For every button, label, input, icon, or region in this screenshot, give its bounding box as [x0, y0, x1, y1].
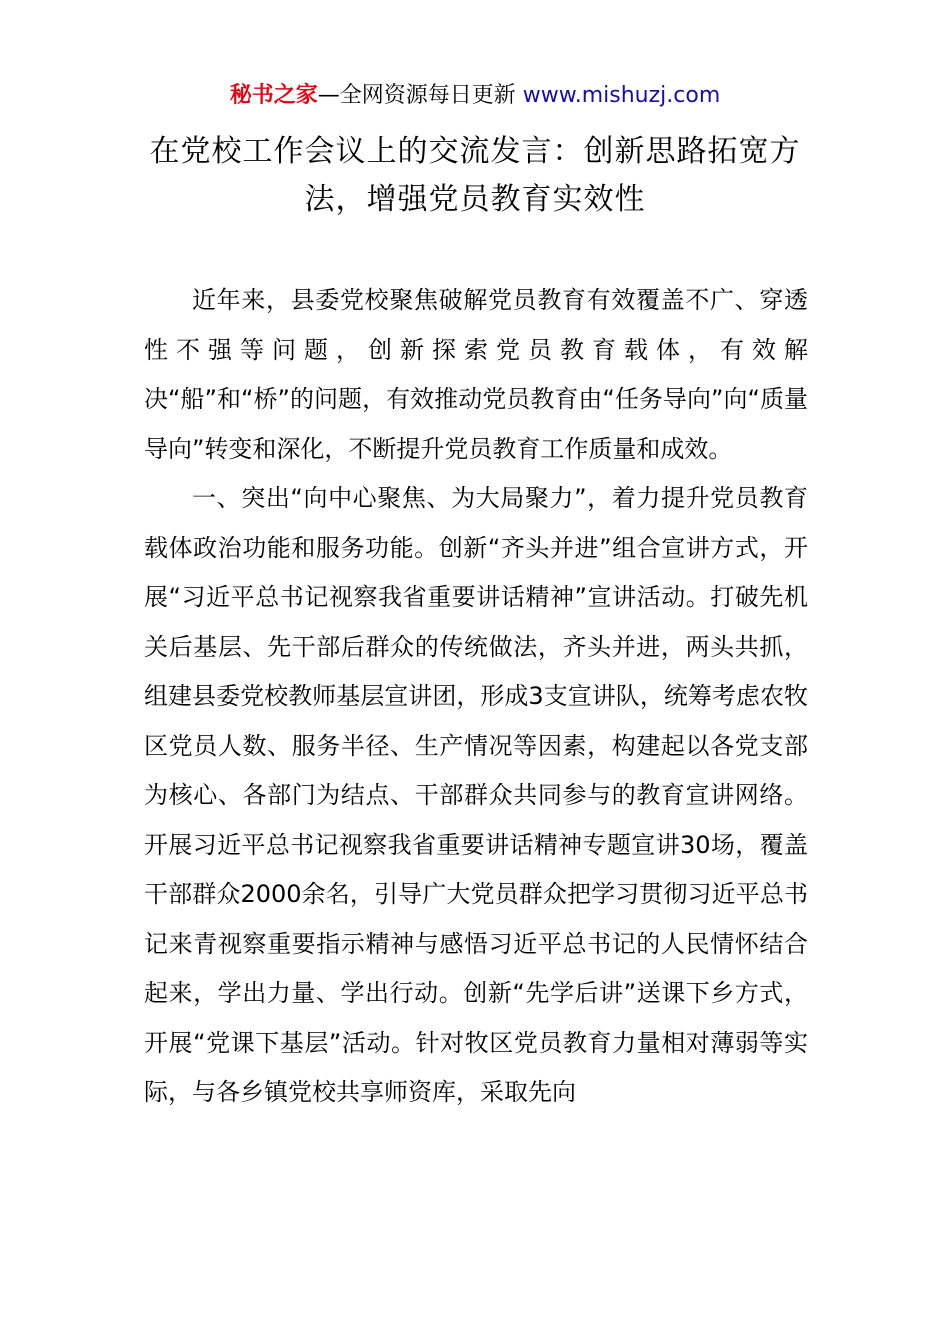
- paragraph-intro: 近年来，县委党校聚焦破解党员教育有效覆盖不广、穿透性不强等问题，创新探索党员教育载体，有效解决“船”和“桥”的问题，有效推动党员教育由“任务导向”向“质量导向”转变和深化，不断提升党员教育工作质量和成效。: [144, 286, 808, 463]
- site-url-link[interactable]: www.mishuzj.com: [522, 83, 721, 108]
- document-body: [144, 276, 808, 1118]
- site-header: [0, 80, 950, 112]
- header-tagline: —全网资源每日更新: [317, 83, 523, 108]
- brand-name: 秘书之家: [229, 83, 318, 108]
- document-title: 在党校工作会议上的交流发言：创新思路拓宽方法，增强党员教育实效性: [149, 134, 801, 217]
- paragraph-section-one: 一、突出“向中心聚焦、为大局聚力”，着力提升党员教育载体政治功能和服务功能。创新“齐头并进”组合宣讲方式，开展“习近平总书记视察我省重要讲话精神”宣讲活动。打破先机关后基层、先干部后群众的传统做法，齐头并进，两头共抓，组建县委党校教师基层宣讲团，形成3支宣讲队，统筹考虑农牧区党员人数、服务半径、生产情况等因素，构建起以各党支部为核心、各部门为结点、干部群众共同参与的教育宣讲网络。开展习近平总书记视察我省重要讲话精神专题宣讲30场，覆盖干部群众2000余名，引导广大党员群众把学习贯彻习近平总书记来青视察重要指示精神与感悟习近平总书记的人民情怀结合起来，学出力量、学出行动。创新“先学后讲”送课下乡方式，开展“党课下基层”活动。针对牧区党员教育力量相对薄弱等实际，与各乡镇党校共享师资库，采取先向: [144, 484, 808, 1106]
